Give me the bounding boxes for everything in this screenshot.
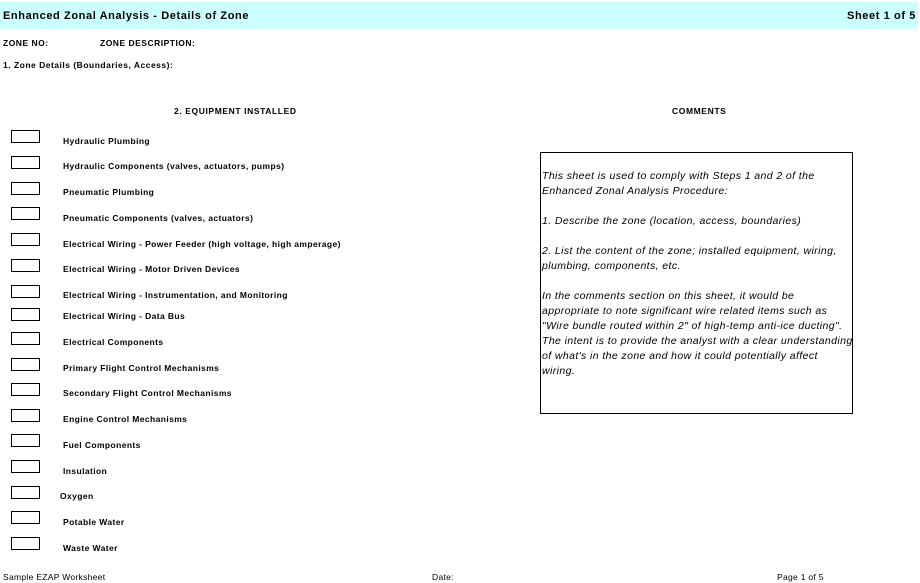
footer-left: Sample EZAP Worksheet [3, 572, 106, 582]
item-label: Fuel Components [63, 440, 141, 450]
item-label: Engine Control Mechanisms [63, 414, 188, 424]
item-label: Primary Flight Control Mechanisms [63, 363, 220, 373]
zone-description-label: ZONE DESCRIPTION: [100, 38, 196, 48]
zone-details-label: 1. Zone Details (Boundaries, Access): [3, 60, 174, 70]
checkbox-oxygen[interactable] [11, 486, 40, 499]
page-title: Enhanced Zonal Analysis - Details of Zone [3, 10, 250, 22]
item-label: Electrical Wiring - Power Feeder (high voltage, high amperage) [63, 239, 341, 249]
item-label: Waste Water [63, 543, 118, 553]
item-label: Electrical Wiring - Data Bus [63, 311, 186, 321]
checkbox-waste-water[interactable] [11, 537, 40, 550]
item-label: Insulation [63, 466, 108, 476]
item-label: Secondary Flight Control Mechanisms [63, 388, 232, 398]
checkbox-pneumatic-plumbing[interactable] [11, 182, 40, 195]
checkbox-hydraulic-plumbing[interactable] [11, 130, 40, 143]
comments-text [542, 169, 854, 394]
checkbox-hydraulic-components[interactable] [11, 156, 40, 169]
checkbox-power-feeder[interactable] [11, 233, 40, 246]
item-label: Pneumatic Components (valves, actuators) [63, 213, 254, 223]
checkbox-motor-driven-devices[interactable] [11, 259, 40, 272]
item-label: Electrical Components [63, 337, 164, 347]
footer-page: Page 1 of 5 [777, 572, 824, 582]
item-label: Oxygen [60, 491, 94, 501]
zone-no-label: ZONE NO: [3, 38, 49, 48]
sheet-indicator: Sheet 1 of 5 [847, 10, 916, 22]
checkbox-electrical-components[interactable] [11, 332, 40, 345]
comment-paragraph: In the comments section on this sheet, it would be appropriate to note significant wire related items such as "Wire bundle routed within 2" of high-temp anti-ice ducting". The intent is to provide the analyst with a clear understanding of what's in the zone and how it could potentially affect wiring. [542, 290, 853, 377]
item-label: Electrical Wiring - Instrumentation, and Monitoring [63, 290, 288, 300]
checkbox-engine-control[interactable] [11, 409, 40, 422]
item-label: Electrical Wiring - Motor Driven Devices [63, 264, 240, 274]
item-label: Hydraulic Components (valves, actuators, pumps) [63, 161, 285, 171]
checkbox-fuel-components[interactable] [11, 434, 40, 447]
checkbox-potable-water[interactable] [11, 511, 40, 524]
checkbox-pneumatic-components[interactable] [11, 207, 40, 220]
item-label: Hydraulic Plumbing [63, 136, 151, 146]
checkbox-insulation[interactable] [11, 460, 40, 473]
comment-paragraph: 1. Describe the zone (location, access, boundaries) [542, 215, 802, 227]
comments-heading: COMMENTS [672, 106, 727, 116]
checkbox-data-bus[interactable] [11, 308, 40, 321]
comment-paragraph: 2. List the content of the zone; installed equipment, wiring, plumbing, components, etc. [542, 245, 837, 272]
checkbox-secondary-flight-control[interactable] [11, 383, 40, 396]
checkbox-instrumentation[interactable] [11, 285, 40, 298]
item-label: Pneumatic Plumbing [63, 187, 155, 197]
checkbox-primary-flight-control[interactable] [11, 358, 40, 371]
item-label: Potable Water [63, 517, 125, 527]
equipment-installed-heading: 2. EQUIPMENT INSTALLED [174, 106, 297, 116]
comment-paragraph: This sheet is used to comply with Steps 1 and 2 of the Enhanced Zonal Analysis Procedure: [542, 170, 815, 197]
footer-date: Date: [432, 572, 454, 582]
